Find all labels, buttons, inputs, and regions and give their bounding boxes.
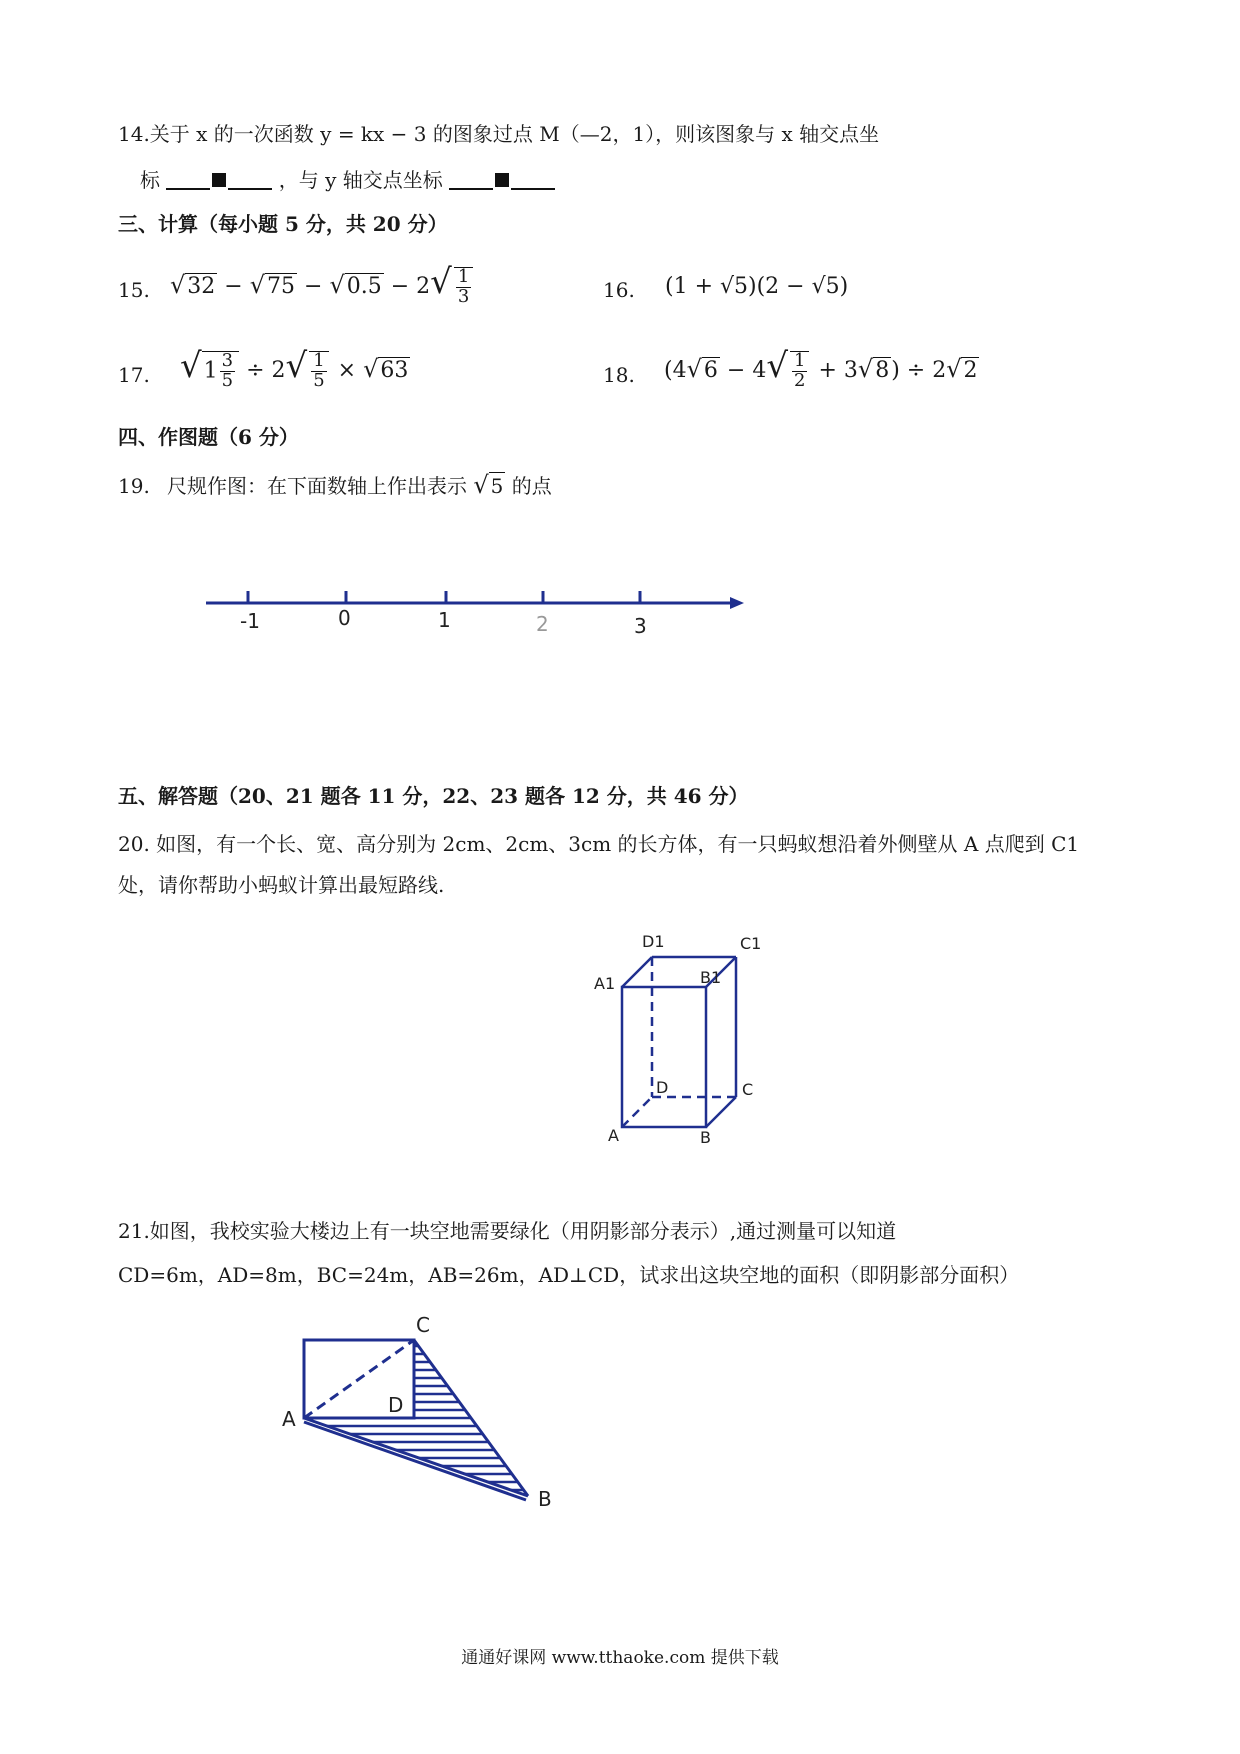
- tick-label: 0: [338, 606, 351, 630]
- blank-marker-icon: [212, 173, 226, 187]
- section-3-title: 三、计算（每小题 5 分，共 20 分）: [118, 212, 448, 236]
- question-15-number: 15.: [118, 278, 150, 302]
- question-17-number: 17.: [118, 363, 150, 387]
- question-15-expression: √32 − √75 − √0.5 − 2√ $\frac{1}{3}$: [170, 262, 475, 307]
- answer-blank[interactable]: [166, 170, 210, 190]
- label-C: C: [742, 1080, 754, 1099]
- label-C: C: [416, 1313, 430, 1337]
- hidden-edge: [622, 1097, 652, 1127]
- tick-label: 1: [438, 608, 451, 632]
- question-21-line-2: CD=6m，AD=8m，BC=24m，AB=26m，AD⊥CD，试求出这块空地的面积（即阴影部分面积）: [118, 1263, 1020, 1287]
- q14-label-biao: 标: [140, 168, 160, 192]
- question-17-expression: √1 $\frac{3}{5}$ ÷ 2√ $\frac{1}{5}$ × √63: [180, 346, 409, 391]
- label-D: D: [388, 1393, 404, 1417]
- cuboid-figure: [590, 925, 790, 1145]
- answer-blank[interactable]: [228, 170, 272, 190]
- blank-marker-icon: [495, 173, 509, 187]
- tick-label: -1: [240, 609, 260, 633]
- section-5-title: 五、解答题（20、21 题各 11 分，22、23 题各 12 分，共 46 分）: [118, 784, 749, 808]
- label-B: B: [700, 1128, 711, 1145]
- question-20-line-2: 处，请你帮助小蚂蚁计算出最短路线.: [118, 873, 445, 897]
- number-line: [200, 575, 760, 645]
- question-18-expression: (4√6 − 4√ $\frac{1}{2}$ + 3√8) ÷ 2√2: [664, 346, 978, 391]
- arrow-right-icon: [730, 597, 744, 609]
- tick-label: 3: [634, 614, 647, 638]
- front-face: [622, 987, 706, 1127]
- question-16-number: 16.: [603, 278, 635, 302]
- label-A: A: [608, 1126, 619, 1145]
- tick-label: 2: [536, 612, 549, 636]
- page-footer: 通通好课网 www.tthaoke.com 提供下载: [461, 1648, 779, 1668]
- question-19-number: 19.: [118, 474, 150, 498]
- question-19-text: 尺规作图：在下面数轴上作出表示 √ 5 的点: [167, 471, 552, 499]
- label-D1: D1: [642, 932, 665, 951]
- q14-label-y-axis: ，与 y 轴交点坐标: [278, 168, 443, 192]
- answer-blank[interactable]: [449, 170, 493, 190]
- question-18-number: 18.: [603, 363, 635, 387]
- question-20-line-1: 20. 如图，有一个长、宽、高分别为 2cm、2cm、3cm 的长方体，有一只蚂蚁想沿着外侧壁从 A 点爬到 C1: [118, 832, 1080, 856]
- edge: [622, 957, 652, 987]
- question-14-line-1: 14.关于 x 的一次函数 y = kx − 3 的图象过点 M（—2，1），则该图象与 x 轴交点坐: [118, 122, 880, 146]
- edge: [706, 1097, 736, 1127]
- label-A1: A1: [594, 974, 616, 993]
- question-14-line-2: [140, 167, 555, 193]
- answer-blank[interactable]: [511, 170, 555, 190]
- land-figure: [280, 1310, 580, 1510]
- section-4-title: 四、作图题（6 分）: [118, 425, 299, 449]
- question-16-expression: (1 + √5)(2 − √5): [665, 274, 849, 299]
- label-A: A: [282, 1407, 296, 1431]
- label-D: D: [656, 1078, 669, 1097]
- label-B: B: [538, 1487, 552, 1510]
- label-C1: C1: [740, 934, 762, 953]
- label-B1: B1: [700, 968, 722, 987]
- question-21-line-1: 21.如图，我校实验大楼边上有一块空地需要绿化（用阴影部分表示）,通过测量可以知道: [118, 1219, 897, 1243]
